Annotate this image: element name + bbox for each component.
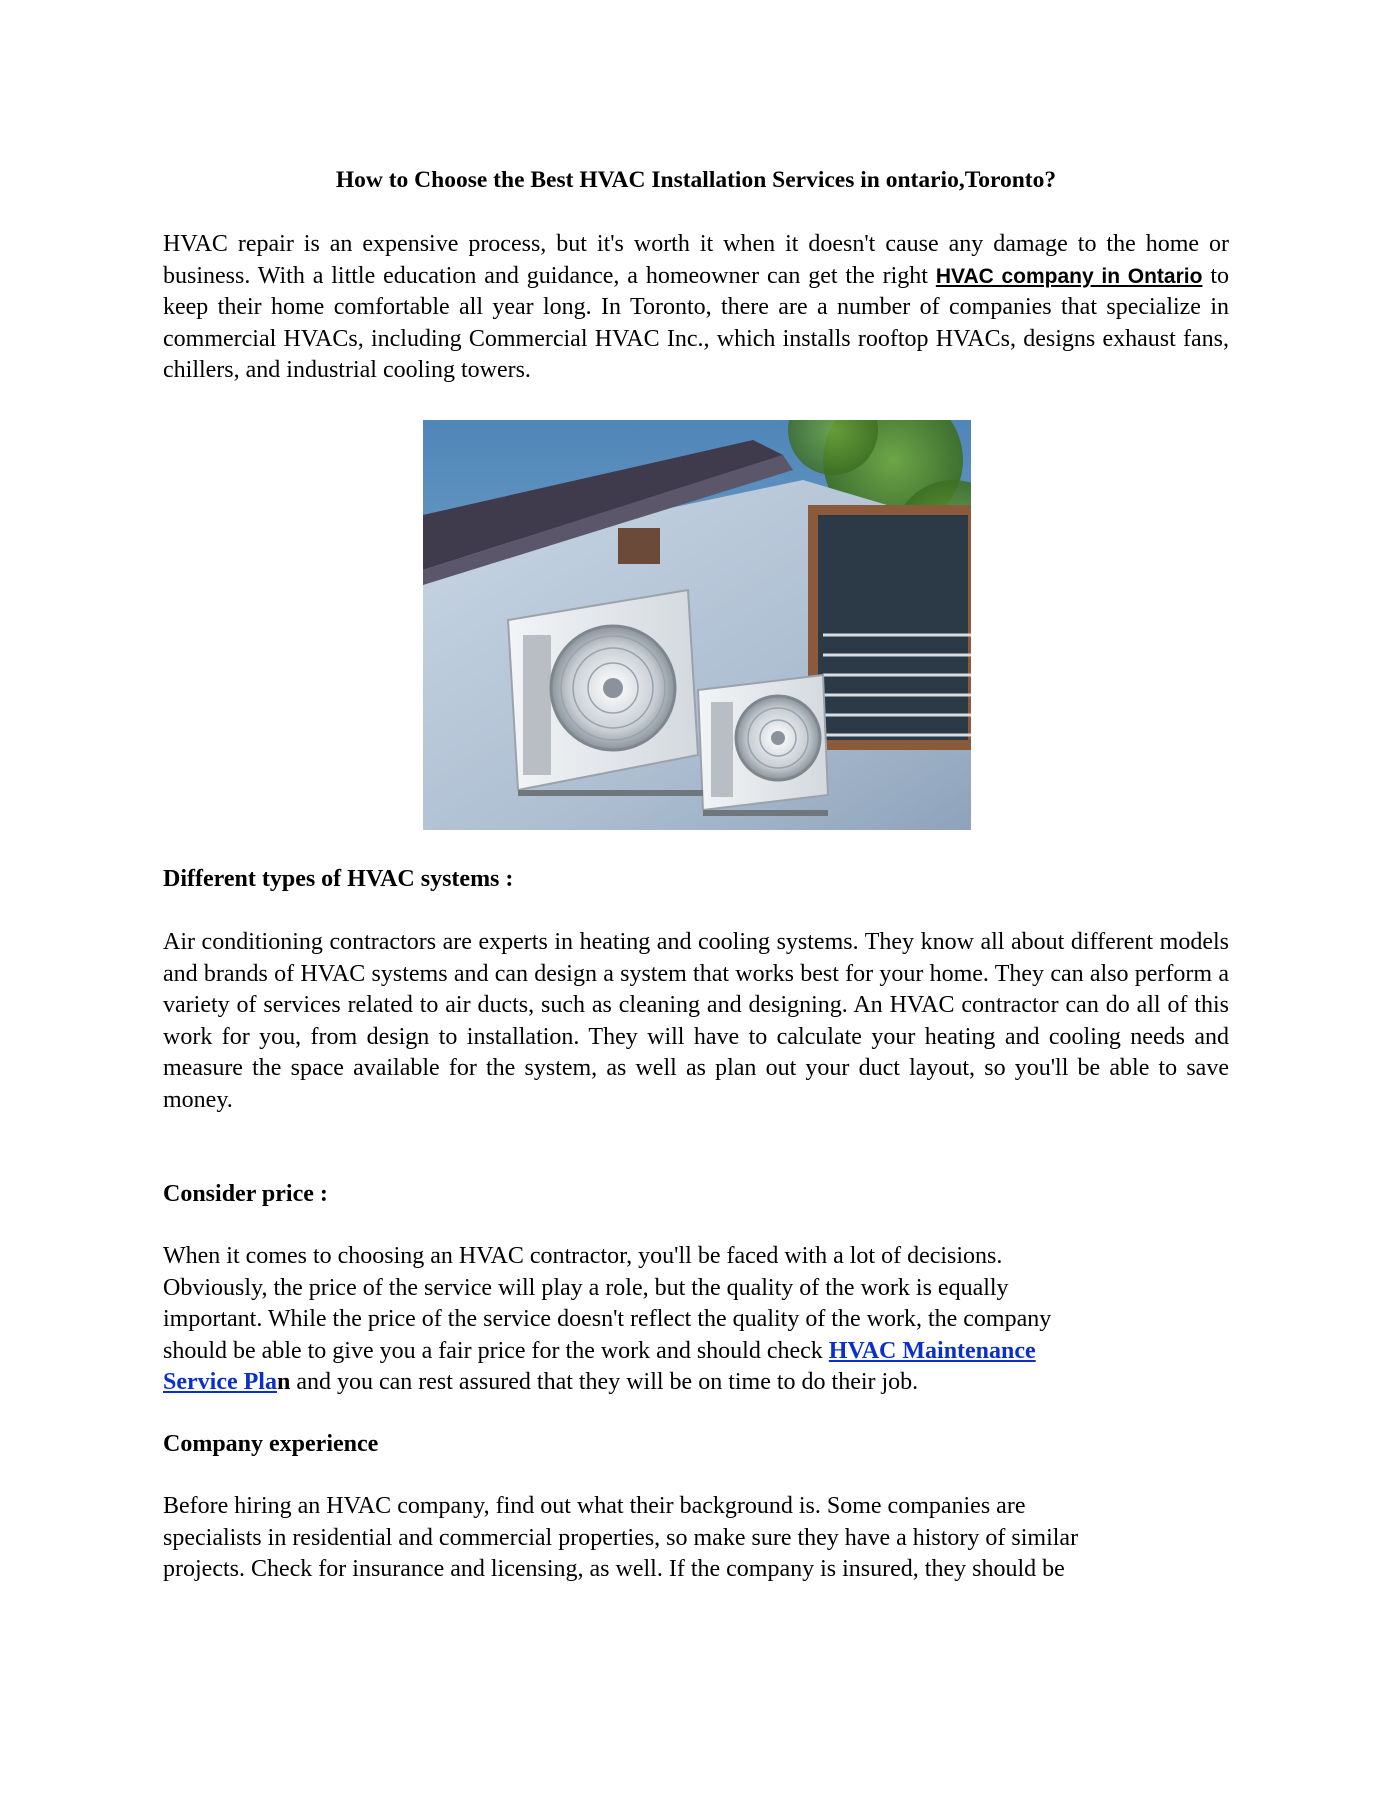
price-line: When it comes to choosing an HVAC contractor, you'll be faced with a lot of decisions. (163, 1243, 1003, 1269)
hvac-units-photo (423, 420, 971, 830)
hvac-company-ontario-link[interactable]: HVAC company in Ontario (935, 264, 1203, 288)
experience-paragraph (163, 1491, 1229, 1586)
price-line-text: and you can rest assured that they will be on time to do their job. (290, 1369, 919, 1395)
hvac-units-illustration (423, 420, 971, 830)
types-paragraph: Air conditioning contractors are experts in heating and cooling systems. They know all about different models and brands of HVAC systems and can design a system that works best for your home. They can also perform a variety of services related to air ducts, such as cleaning and designing. An HVAC contractor can do all of this work for you, from design to installation. They will have to calculate your heating and cooling needs and measure the space available for the system, as well as plan out your duct layout, so you'll be able to save money. (163, 929, 1229, 1113)
price-paragraph (163, 1241, 1229, 1399)
price-line: Obviously, the price of the service will play a role, but the quality of the work is equally (163, 1274, 1009, 1301)
section-heading-types: Different types of HVAC systems : (163, 866, 514, 892)
experience-line: specialists in residential and commercial properties, so make sure they have a history of similar (163, 1524, 1079, 1551)
intro-paragraph (163, 229, 1229, 387)
hvac-maintenance-link[interactable]: HVAC Maintenance (828, 1337, 1036, 1364)
experience-line: projects. Check for insurance and licensing, as well. If the company is insured, they should be (163, 1556, 1065, 1582)
section-heading-experience: Company experience (163, 1431, 379, 1457)
intro-text-end: to keep their home comfortable all year long. In Toronto, there are a number of companies that specialize in commercial HVACs, including Commercial HVAC Inc., which installs rooftop HVACs, designs exhaust fans, chillers, and industrial cooling towers. (163, 262, 1230, 383)
experience-line: Before hiring an HVAC company, find out what their background is. Some companies are (163, 1493, 1026, 1519)
price-line (163, 1367, 1229, 1399)
price-line (163, 1336, 1229, 1368)
service-plan-link-tail: n (276, 1369, 291, 1395)
intro-text-start: HVAC repair is an expensive process, but it's worth it when it doesn't cause any damage to the home or business. With a little education and guidance, a homeowner can get the right (163, 231, 1229, 289)
price-line-text: should be able to give you a fair price for the work and should check (163, 1337, 829, 1364)
section-heading-price: Consider price : (163, 1181, 328, 1207)
service-plan-link[interactable]: Service Pla (163, 1369, 277, 1395)
page-title: How to Choose the Best HVAC Installation Services in ontario,Toronto? (335, 167, 1057, 193)
price-line: important. While the price of the service doesn't reflect the quality of the work, the company (163, 1306, 1052, 1332)
